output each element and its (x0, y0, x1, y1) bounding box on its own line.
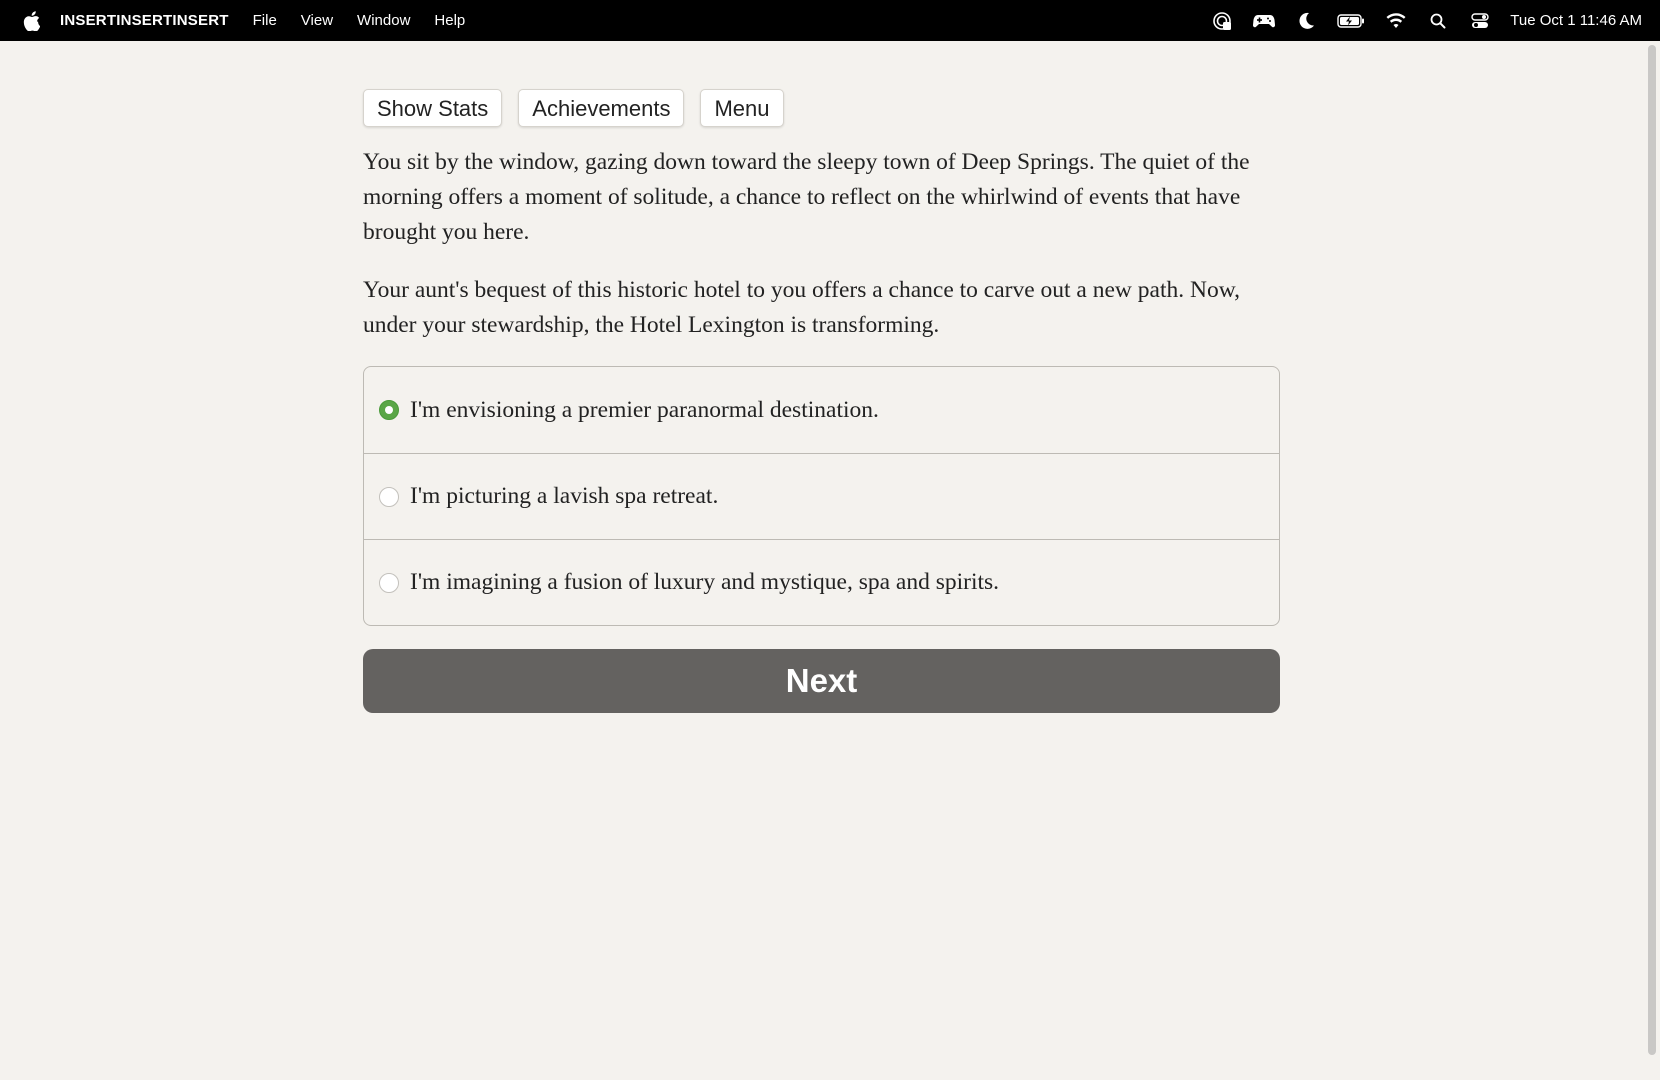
choice-label: I'm picturing a lavish spa retreat. (410, 483, 719, 509)
choice-option[interactable] (364, 453, 1279, 539)
status-area (1192, 0, 1642, 41)
choice-label: I'm envisioning a premier paranormal destination. (410, 396, 879, 423)
game-content (363, 89, 1280, 713)
choice-label: I'm imagining a fusion of luxury and mystique, spa and spirits. (410, 569, 1000, 595)
scrollbar[interactable] (1645, 41, 1660, 1080)
choice-list (363, 366, 1280, 626)
show-stats-button[interactable]: Show Stats (363, 89, 502, 127)
next-button[interactable]: Next (363, 649, 1280, 713)
moon-icon[interactable] (1294, 11, 1318, 31)
story-paragraph: Your aunt's bequest of this historic hotel to you offers a chance to carve out a new path. Now, under your stewardship, the Hotel Lexington is transforming. (363, 277, 1241, 338)
radio-button-selected[interactable] (379, 400, 399, 420)
wifi-icon[interactable] (1384, 11, 1408, 31)
menubar-clock[interactable]: Tue Oct 1 11:46 AM (1510, 12, 1642, 29)
search-icon[interactable] (1426, 11, 1450, 31)
app-name[interactable]: INSERTINSERTINSERT (60, 12, 229, 29)
choice-option[interactable] (364, 539, 1279, 625)
radio-button[interactable] (379, 487, 399, 507)
radio-button[interactable] (379, 573, 399, 593)
menu-bar (0, 0, 1660, 41)
menu-view[interactable]: View (300, 12, 334, 29)
apple-icon[interactable] (21, 11, 41, 31)
airplay-icon[interactable] (1210, 11, 1234, 31)
choice-option[interactable] (364, 367, 1279, 453)
control-center-icon[interactable] (1468, 11, 1492, 31)
story-paragraph: You sit by the window, gazing down toward the sleepy town of Deep Springs. The quiet of the morning offers a moment of solitude, a chance to reflect on the whirlwind of events that have brought you here. (363, 149, 1250, 245)
menu-file[interactable]: File (252, 12, 277, 29)
story-text (363, 145, 1280, 343)
menu-help[interactable]: Help (434, 12, 466, 29)
menu-window[interactable]: Window (357, 12, 411, 29)
scrollbar-thumb[interactable] (1648, 45, 1656, 1055)
top-button-row (363, 89, 1280, 127)
menu-button[interactable]: Menu (700, 89, 783, 127)
gamepad-icon[interactable] (1252, 11, 1276, 31)
battery-icon[interactable] (1336, 11, 1366, 31)
achievements-button[interactable]: Achievements (518, 89, 684, 127)
